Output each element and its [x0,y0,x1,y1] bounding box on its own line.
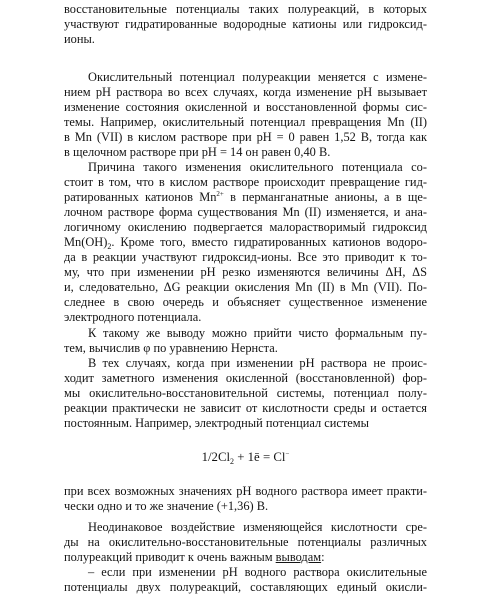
text-line: потенциалы двух полуреакций, составляющих единый окисли- [64,580,427,594]
charge-superscript: − [285,450,290,458]
text-line: му, что при изменении pH резко изменяются величины ΔH, ΔS [64,265,427,279]
list-item-line: – если при изменении pH водного раствора окислительные [88,565,427,579]
text-span: ратированных катионов Mn [64,190,217,204]
text-line: чески одно и то же значение (+1,36) В. [64,499,269,513]
text-line: в Mn (VII) в кислом растворе при pH = 0 равен 1,52 В, тогда как [64,130,427,144]
text-line: темы. Например, окислительный потенциал превращения Mn (II) [64,115,427,129]
text-line: мы окислительно-восстановительной системы, потенциал полу- [64,386,427,400]
chemical-equation [64,450,427,465]
text-span: 1/2Cl [201,450,231,464]
paragraph-first-line: К такому же выводу можно прийти чисто формальным пу- [88,326,427,340]
text-span: Mn(OH) [64,235,108,249]
text-span: . Кроме того, вместо гидратированных катионов водоро- [111,235,427,249]
text-line: логичному окислению подвергается малорастворимый гидроксид [64,220,427,234]
text-line [64,190,427,205]
text-line: постоянным. Например, электродный потенциал системы [64,416,369,430]
subscript: 2 [107,242,112,251]
text-line: да в реакции участвуют гидроксид-ионы. Все это приводит к то- [64,250,427,264]
text-line: в щелочном растворе при pH = 14 он равен 0,40 В. [64,145,331,159]
text-line: ионы. [64,32,95,46]
paragraph-first-line: Причина такого изменения окислительного потенциала со- [88,160,427,174]
text-line: ходит заметного изменения окисленной (восстановленной) фор- [64,371,427,385]
text-line: электродного потенциала. [64,310,202,324]
charge-superscript: 2+ [216,190,224,198]
text-line: тем, вычислив φ по уравнению Нернста. [64,341,278,355]
text-line: при всех возможных значениях pH водного раствора имеет практи- [64,484,427,498]
text-line: следнее в свою очередь и объясняет существенное изменение [64,295,427,309]
text-line: нием pH раствора во всех случаях, когда изменение pH вызывает [64,85,427,99]
underlined-word: выводам [275,550,322,564]
text-line: стоит в том, что в кислом растворе происходит превращение гид- [64,175,427,189]
text-span: : [321,550,325,564]
text-span: + 1ē = Cl [234,450,286,464]
text-line: участвуют гидратированные водородные катионы или гидроксид- [64,17,427,31]
text-line: лочном растворе форма существования Mn (II) изменяется, и ана- [64,205,427,219]
text-line [64,550,427,565]
paragraph-first-line: В тех случаях, когда при изменении pH раствора не проис- [88,356,427,370]
text-span: в перманганатные анионы, а в ще- [223,190,428,204]
text-line: реакции практически не зависит от кислотности среды и остается [64,401,427,415]
subscript: 2 [230,457,235,466]
text-line: ды на окислительно-восстановительные потенциалы различных [64,535,427,549]
paragraph-first-line: Неодинаковое воздействие изменяющейся кислотности сре- [88,520,427,534]
text-span: полуреакций приводит к очень важным [64,550,276,564]
text-line: восстановительные потенциалы таких полуреакций, в которых [64,2,427,16]
text-line [64,235,427,250]
text-line: и, следовательно, ΔG реакции окисления Mn (II) в Mn (VII). По- [64,280,427,294]
text-line: изменение состояния окисленной и восстановленной формы сис- [64,100,427,114]
paragraph-first-line: Окислительный потенциал полуреакции меняется с измене- [88,70,427,84]
